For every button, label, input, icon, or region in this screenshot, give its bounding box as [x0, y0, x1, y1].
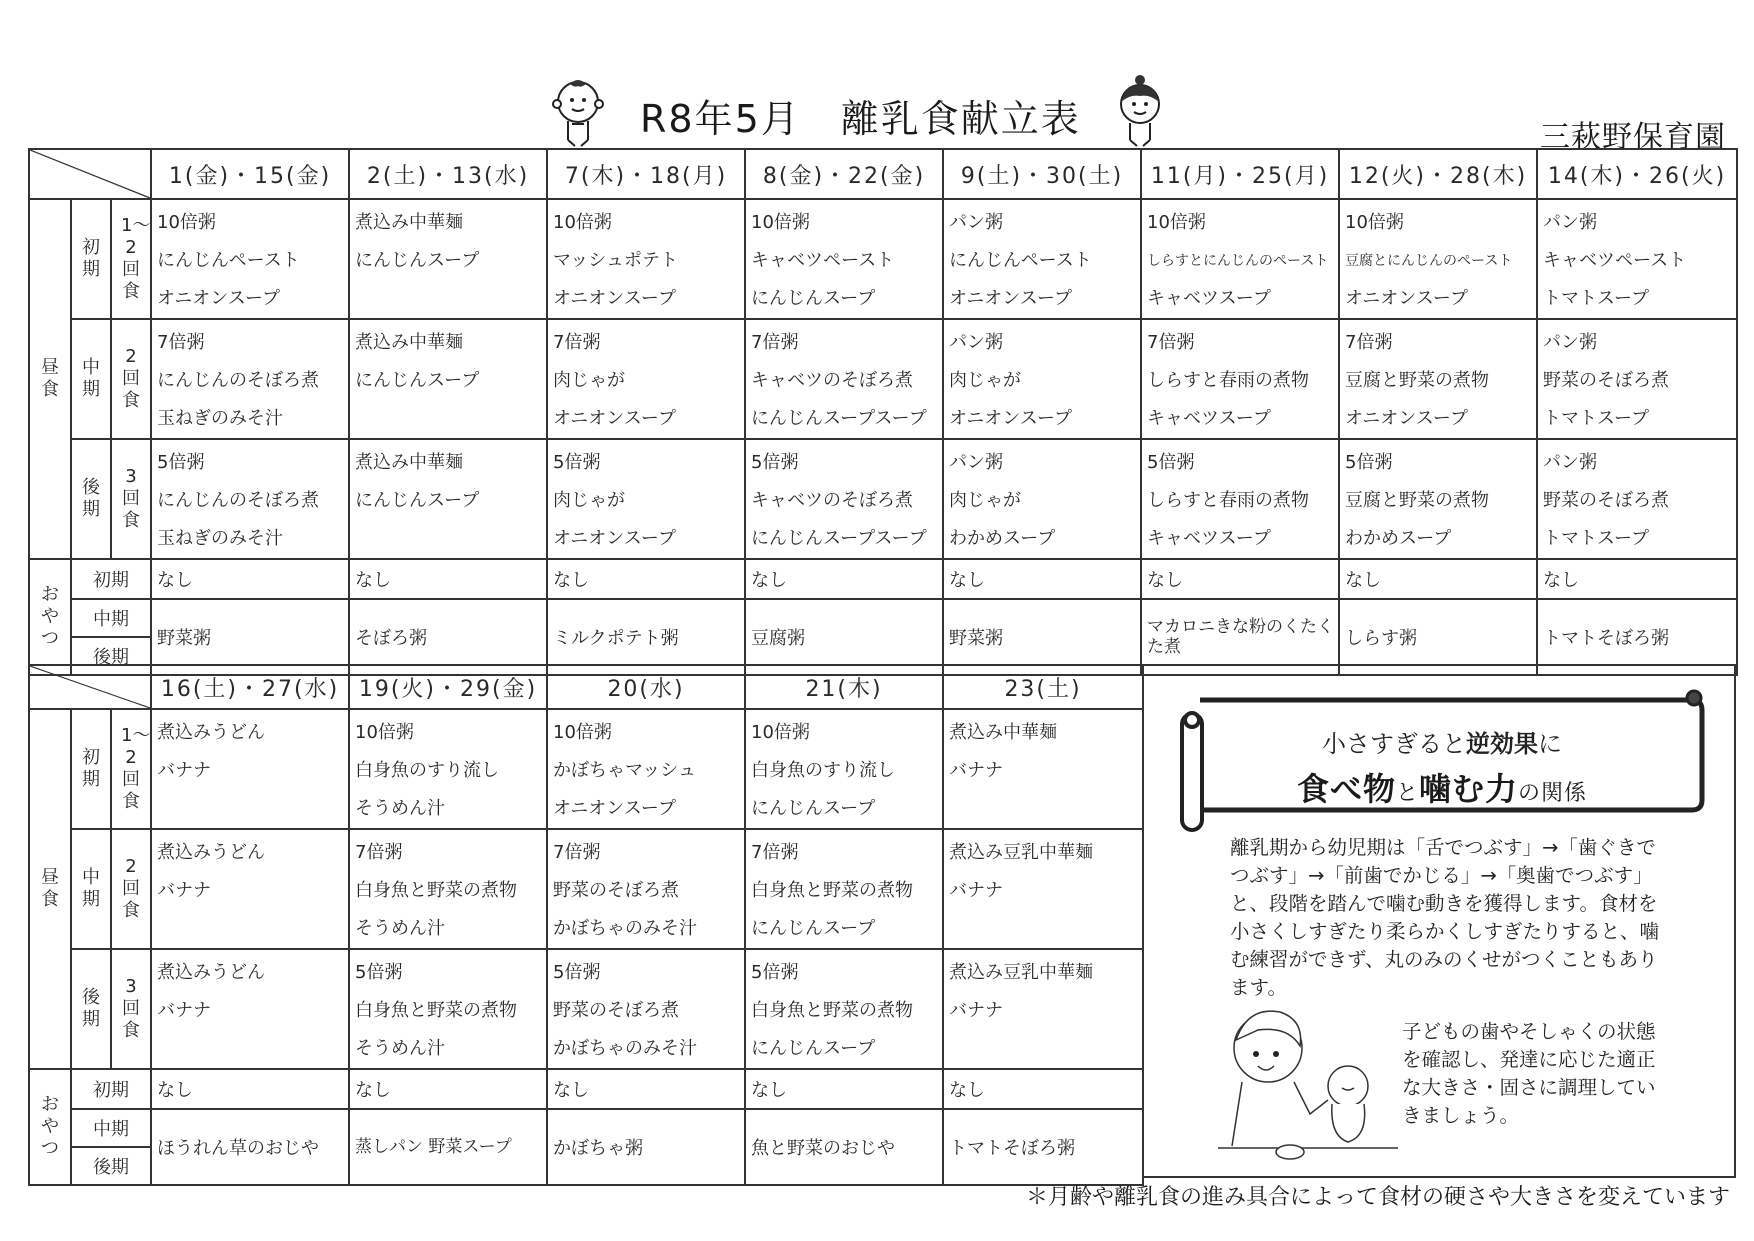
menu-cell: 5倍粥 野菜のそぼろ煮 かぼちゃのみそ汁	[547, 949, 745, 1069]
menu-cell: 5倍粥 豆腐と野菜の煮物 わかめスープ	[1339, 439, 1537, 559]
scroll-banner	[1172, 686, 1712, 836]
menu-cell: 10倍粥 白身魚のすり流し にんじんスープ	[745, 709, 943, 829]
lunch-label: 昼食	[29, 199, 71, 559]
menu-cell: 10倍粥 白身魚のすり流し そうめん汁	[349, 709, 547, 829]
info-title-line2: 食べ物と噛む力の関係	[1296, 770, 1588, 808]
stage-early-label: 初期	[71, 199, 111, 319]
snack-cell: なし	[745, 1069, 943, 1109]
menu-cell: 7倍粥 豆腐と野菜の煮物 オニオンスープ	[1339, 319, 1537, 439]
stage-middle-label: 中期	[71, 829, 111, 949]
snack-cell: しらす粥	[1339, 599, 1537, 675]
menu-cell: 10倍粥 かぼちゃマッシュ オニオンスープ	[547, 709, 745, 829]
snack-cell: なし	[349, 1069, 547, 1109]
corner-cell	[29, 665, 151, 709]
meals-middle-label: 2回食	[111, 319, 151, 439]
menu-cell: 煮込み中華麺 にんじんスープ	[349, 439, 547, 559]
snack-cell: なし	[943, 559, 1141, 599]
meals-late-label: 3回食	[111, 439, 151, 559]
baby-boy-icon	[548, 74, 608, 150]
menu-cell: 7倍粥 しらすと春雨の煮物 キャベツスープ	[1141, 319, 1339, 439]
snack-middle-label: 中期	[71, 599, 151, 637]
snack-early-row	[29, 1069, 1143, 1109]
snack-cell: なし	[1339, 559, 1537, 599]
menu-cell: パン粥 野菜のそぼろ煮 トマトスープ	[1537, 319, 1737, 439]
snack-cell: ほうれん草のおじや	[151, 1109, 349, 1185]
lunch-middle-row	[29, 829, 1143, 949]
lunch-late-row	[29, 949, 1143, 1069]
meals-middle-label: 2回食	[111, 829, 151, 949]
date-header: 8(金)・22(金)	[745, 149, 943, 199]
menu-cell: 煮込みうどん バナナ	[151, 829, 349, 949]
menu-cell: パン粥 野菜のそぼろ煮 トマトスープ	[1537, 439, 1737, 559]
menu-cell: 煮込み中華麺 バナナ	[943, 709, 1143, 829]
menu-cell: 煮込み豆乳中華麺 バナナ	[943, 949, 1143, 1069]
snack-cell: そぼろ粥	[349, 599, 547, 675]
baby-girl-icon	[1110, 74, 1170, 150]
snack-late-label: 後期	[71, 1147, 151, 1185]
school-name: 三萩野保育園	[1540, 120, 1726, 155]
date-header: 14(木)・26(火)	[1537, 149, 1737, 199]
menu-cell: 7倍粥 肉じゃが オニオンスープ	[547, 319, 745, 439]
info-paragraph-1: 離乳期から幼児期は「舌でつぶす」→「歯ぐきでつぶす」→「前歯でかじる」→「奥歯でつぶす」と、段階を踏んで噛む動きを獲得します。食材を小さくしすぎたり柔らかくしすぎたりすると、噛む練習ができず、丸のみのくせがつくこともあります。	[1230, 836, 1660, 999]
menu-cell: パン粥 にんじんペースト オニオンスープ	[943, 199, 1141, 319]
menu-cell: 煮込み中華麺 にんじんスープ	[349, 199, 547, 319]
date-header: 1(金)・15(金)	[151, 149, 349, 199]
snack-cell: ミルクポテト粥	[547, 599, 745, 675]
date-header: 7(木)・18(月)	[547, 149, 745, 199]
snack-cell: 魚と野菜のおじや	[745, 1109, 943, 1185]
snack-cell: なし	[547, 559, 745, 599]
menu-cell: 10倍粥 にんじんペースト オニオンスープ	[151, 199, 349, 319]
stage-late-label: 後期	[71, 949, 111, 1069]
snack-cell: なし	[745, 559, 943, 599]
menu-cell: 5倍粥 白身魚と野菜の煮物 そうめん汁	[349, 949, 547, 1069]
menu-cell: 10倍粥 キャベツペースト にんじんスープ	[745, 199, 943, 319]
lunch-middle-row	[29, 319, 1737, 439]
date-header: 16(土)・27(水)	[151, 665, 349, 709]
snack-cell: なし	[1537, 559, 1737, 599]
menu-cell: 10倍粥 しらすとにんじんのペースト キャベツスープ	[1141, 199, 1339, 319]
snack-late-label: 後期	[71, 637, 151, 675]
menu-table-top	[28, 148, 1738, 676]
menu-cell: 5倍粥 しらすと春雨の煮物 キャベツスープ	[1141, 439, 1339, 559]
mother-feeding-baby-icon	[1218, 996, 1398, 1166]
snack-cell: なし	[349, 559, 547, 599]
date-header-row	[29, 665, 1143, 709]
date-header: 2(土)・13(水)	[349, 149, 547, 199]
menu-cell: 煮込みうどん バナナ	[151, 949, 349, 1069]
snack-cell: 豆腐粥	[745, 599, 943, 675]
snack-cell: マカロニきな粉のくたくた煮	[1141, 599, 1339, 675]
snack-cell: かぼちゃ粥	[547, 1109, 745, 1185]
menu-cell: パン粥 肉じゃが わかめスープ	[943, 439, 1141, 559]
date-header: 19(火)・29(金)	[349, 665, 547, 709]
lunch-early-row	[29, 709, 1143, 829]
snack-label: おやつ	[29, 559, 71, 675]
meals-early-label: 1〜2回食	[111, 709, 151, 829]
corner-cell	[29, 149, 151, 199]
snack-early-row	[29, 559, 1737, 599]
snack-cell: トマトそぼろ粥	[1537, 599, 1737, 675]
snack-cell: なし	[151, 559, 349, 599]
menu-cell: 7倍粥 野菜のそぼろ煮 かぼちゃのみそ汁	[547, 829, 745, 949]
stage-early-label: 初期	[71, 709, 111, 829]
snack-middle-label: 中期	[71, 1109, 151, 1147]
menu-cell: 10倍粥 豆腐とにんじんのペースト オニオンスープ	[1339, 199, 1537, 319]
menu-cell: 5倍粥 白身魚と野菜の煮物 にんじんスープ	[745, 949, 943, 1069]
date-header: 11(月)・25(月)	[1141, 149, 1339, 199]
info-title-line1: 小さすぎると逆効果に	[1322, 730, 1562, 758]
snack-cell: なし	[943, 1069, 1143, 1109]
snack-middle-row	[29, 599, 1737, 637]
snack-cell: なし	[547, 1069, 745, 1109]
menu-cell: 7倍粥 白身魚と野菜の煮物 そうめん汁	[349, 829, 547, 949]
snack-cell: 蒸しパン 野菜スープ	[349, 1109, 547, 1185]
meals-early-label: 1〜2回食	[111, 199, 151, 319]
menu-cell: 5倍粥 キャベツのそぼろ煮 にんじんスープスープ	[745, 439, 943, 559]
snack-cell: なし	[1141, 559, 1339, 599]
snack-early-label: 初期	[71, 559, 151, 599]
lunch-late-row	[29, 439, 1737, 559]
menu-cell: パン粥 キャベツペースト トマトスープ	[1537, 199, 1737, 319]
lunch-label: 昼食	[29, 709, 71, 1069]
meals-late-label: 3回食	[111, 949, 151, 1069]
snack-label: おやつ	[29, 1069, 71, 1185]
snack-cell: なし	[151, 1069, 349, 1109]
info-panel	[1142, 664, 1736, 1178]
menu-cell: 5倍粥 肉じゃが オニオンスープ	[547, 439, 745, 559]
menu-cell: 7倍粥 白身魚と野菜の煮物 にんじんスープ	[745, 829, 943, 949]
date-header: 20(水)	[547, 665, 745, 709]
title-main: 離乳食献立表	[840, 97, 1081, 141]
snack-early-label: 初期	[71, 1069, 151, 1109]
stage-middle-label: 中期	[71, 319, 111, 439]
date-header: 23(土)	[943, 665, 1143, 709]
page-title	[640, 88, 1081, 143]
menu-cell: 煮込み中華麺 にんじんスープ	[349, 319, 547, 439]
snack-cell: 野菜粥	[151, 599, 349, 675]
date-header: 21(木)	[745, 665, 943, 709]
snack-cell: 野菜粥	[943, 599, 1141, 675]
snack-middle-row	[29, 1109, 1143, 1147]
menu-cell: 煮込み豆乳中華麺 バナナ	[943, 829, 1143, 949]
menu-cell: 5倍粥 にんじんのそぼろ煮 玉ねぎのみそ汁	[151, 439, 349, 559]
menu-cell: 7倍粥 にんじんのそぼろ煮 玉ねぎのみそ汁	[151, 319, 349, 439]
date-header-row	[29, 149, 1737, 199]
menu-table-bottom	[28, 664, 1144, 1186]
menu-cell: 10倍粥 マッシュポテト オニオンスープ	[547, 199, 745, 319]
snack-cell: トマトそぼろ粥	[943, 1109, 1143, 1185]
menu-cell: 煮込みうどん バナナ	[151, 709, 349, 829]
title-area	[0, 70, 1754, 155]
scroll-banner-icon	[1172, 686, 1712, 836]
date-header: 9(土)・30(土)	[943, 149, 1141, 199]
footnote: ＊月齢や離乳食の進み具合によって食材の硬さや大きさを変えています	[1025, 1185, 1730, 1210]
title-date: R8年5月	[640, 97, 801, 141]
lunch-early-row	[29, 199, 1737, 319]
stage-late-label: 後期	[71, 439, 111, 559]
info-paragraph-2: 子どもの歯やそしゃくの状態を確認し、発達に応じた適正な大きさ・固さに調理していきましょう。	[1402, 1020, 1656, 1127]
menu-cell: 7倍粥 キャベツのそぼろ煮 にんじんスープスープ	[745, 319, 943, 439]
menu-cell: パン粥 肉じゃが オニオンスープ	[943, 319, 1141, 439]
date-header: 12(火)・28(木)	[1339, 149, 1537, 199]
